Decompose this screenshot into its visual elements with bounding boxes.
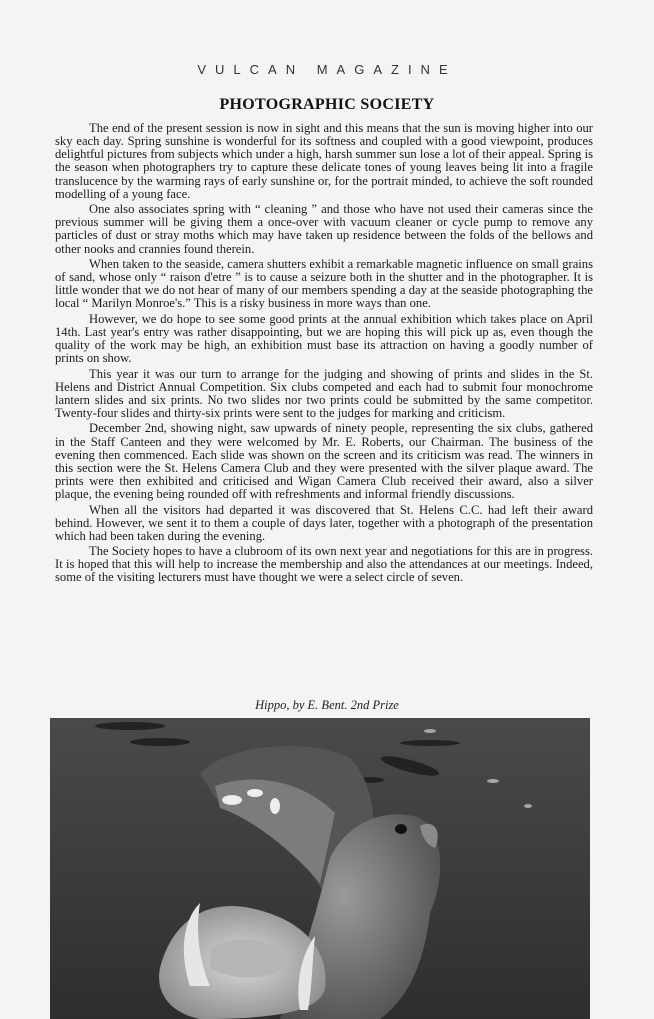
paragraph: This year it was our turn to arrange for the judging and showing of prints and slides in the St. Helens and District Annual Competition. Six clubs competed and each had to submit four monochrome lantern slides and six prints. No two slides nor two prints could be submitted by the same competitor. Twenty-four slides and thirty-six prints were sent to the judges for marking and criticism. [55, 366, 593, 421]
hippo-eye [395, 824, 407, 834]
photo-caption: Hippo, by E. Bent. 2nd Prize [255, 698, 399, 712]
paragraph: December 2nd, showing night, saw upwards of ninety people, representing the six clubs, gathered in the Staff Canteen and they were welcomed by Mr. E. Roberts, our Chairman. The business of the evening then commenced. Each slide was shown on the screen and its criticism was read. The winners in this section were the St. Helens Camera Club and they were presented with the silver plaque award. The prints were then exhibited and criticised and Wigan Camera Club received their award, also a silver plaque, the evening being rounded off with refreshments and informal friendly discussions. [55, 421, 593, 502]
paragraph: One also associates spring with “ cleaning ” and those who have not used their cameras since the previous summer will be giving them a once-over with vacuum cleaner or cycle pump to remove any particles of dust or stray moths which may have taken up residence between the folds of the bellows and other nooks and crannies found therein. [55, 202, 593, 256]
hippo-photo-illustration [50, 718, 590, 1019]
paragraph: However, we do hope to see some good prints at the annual exhibition which takes place on April 14th. Last year's entry was rather disappointing, but we are hoping this will pick up as, even though the quality of the work may be high, an exhibition must base its attraction on having a goodly number of prints on show. [55, 311, 593, 366]
article-body [55, 122, 593, 587]
paragraph: The Society hopes to have a clubroom of its own next year and negotiations for this are in progress. It is hoped that this will help to increase the membership and also the attendances at our meetings. Indeed, some of the visiting lecturers must have thought we were a select circle of seven. [55, 544, 593, 585]
article-title: PHOTOGRAPHIC SOCIETY [219, 96, 435, 113]
magazine-masthead: VULCAN MAGAZINE [197, 62, 457, 77]
hippo-photograph [50, 718, 590, 1019]
paragraph: The end of the present session is now in sight and this means that the sun is moving higher into our sky each day. Spring sunshine is wonderful for its softness and coupled with a good viewpoint, produces delightful pictures from subjects which under a high, harsh summer sun lose a lot of their appeal. Spring is the season when photographers try to capture these delicate tones of young leaves being lit into a fragile translucence by the warming rays of early sunshine or, for the portrait minded, to achieve the soft rounded modelling of a young face. [55, 121, 593, 201]
paragraph: When all the visitors had departed it was discovered that St. Helens C.C. had left their award behind. However, we sent it to them a couple of days later, together with a photograph of the presentation which had been taken during the evening. [55, 502, 593, 543]
paragraph: When taken to the seaside, camera shutters exhibit a remarkable magnetic influence on small grains of sand, whose only “ raison d'etre ” is to cause a seizure both in the shutter and in the photographer. It is little wonder that we do not hear of many of our members spending a day at the seaside photographing the local “ Marilyn Monroe's.” This is a risky business in more ways than one. [55, 256, 593, 311]
